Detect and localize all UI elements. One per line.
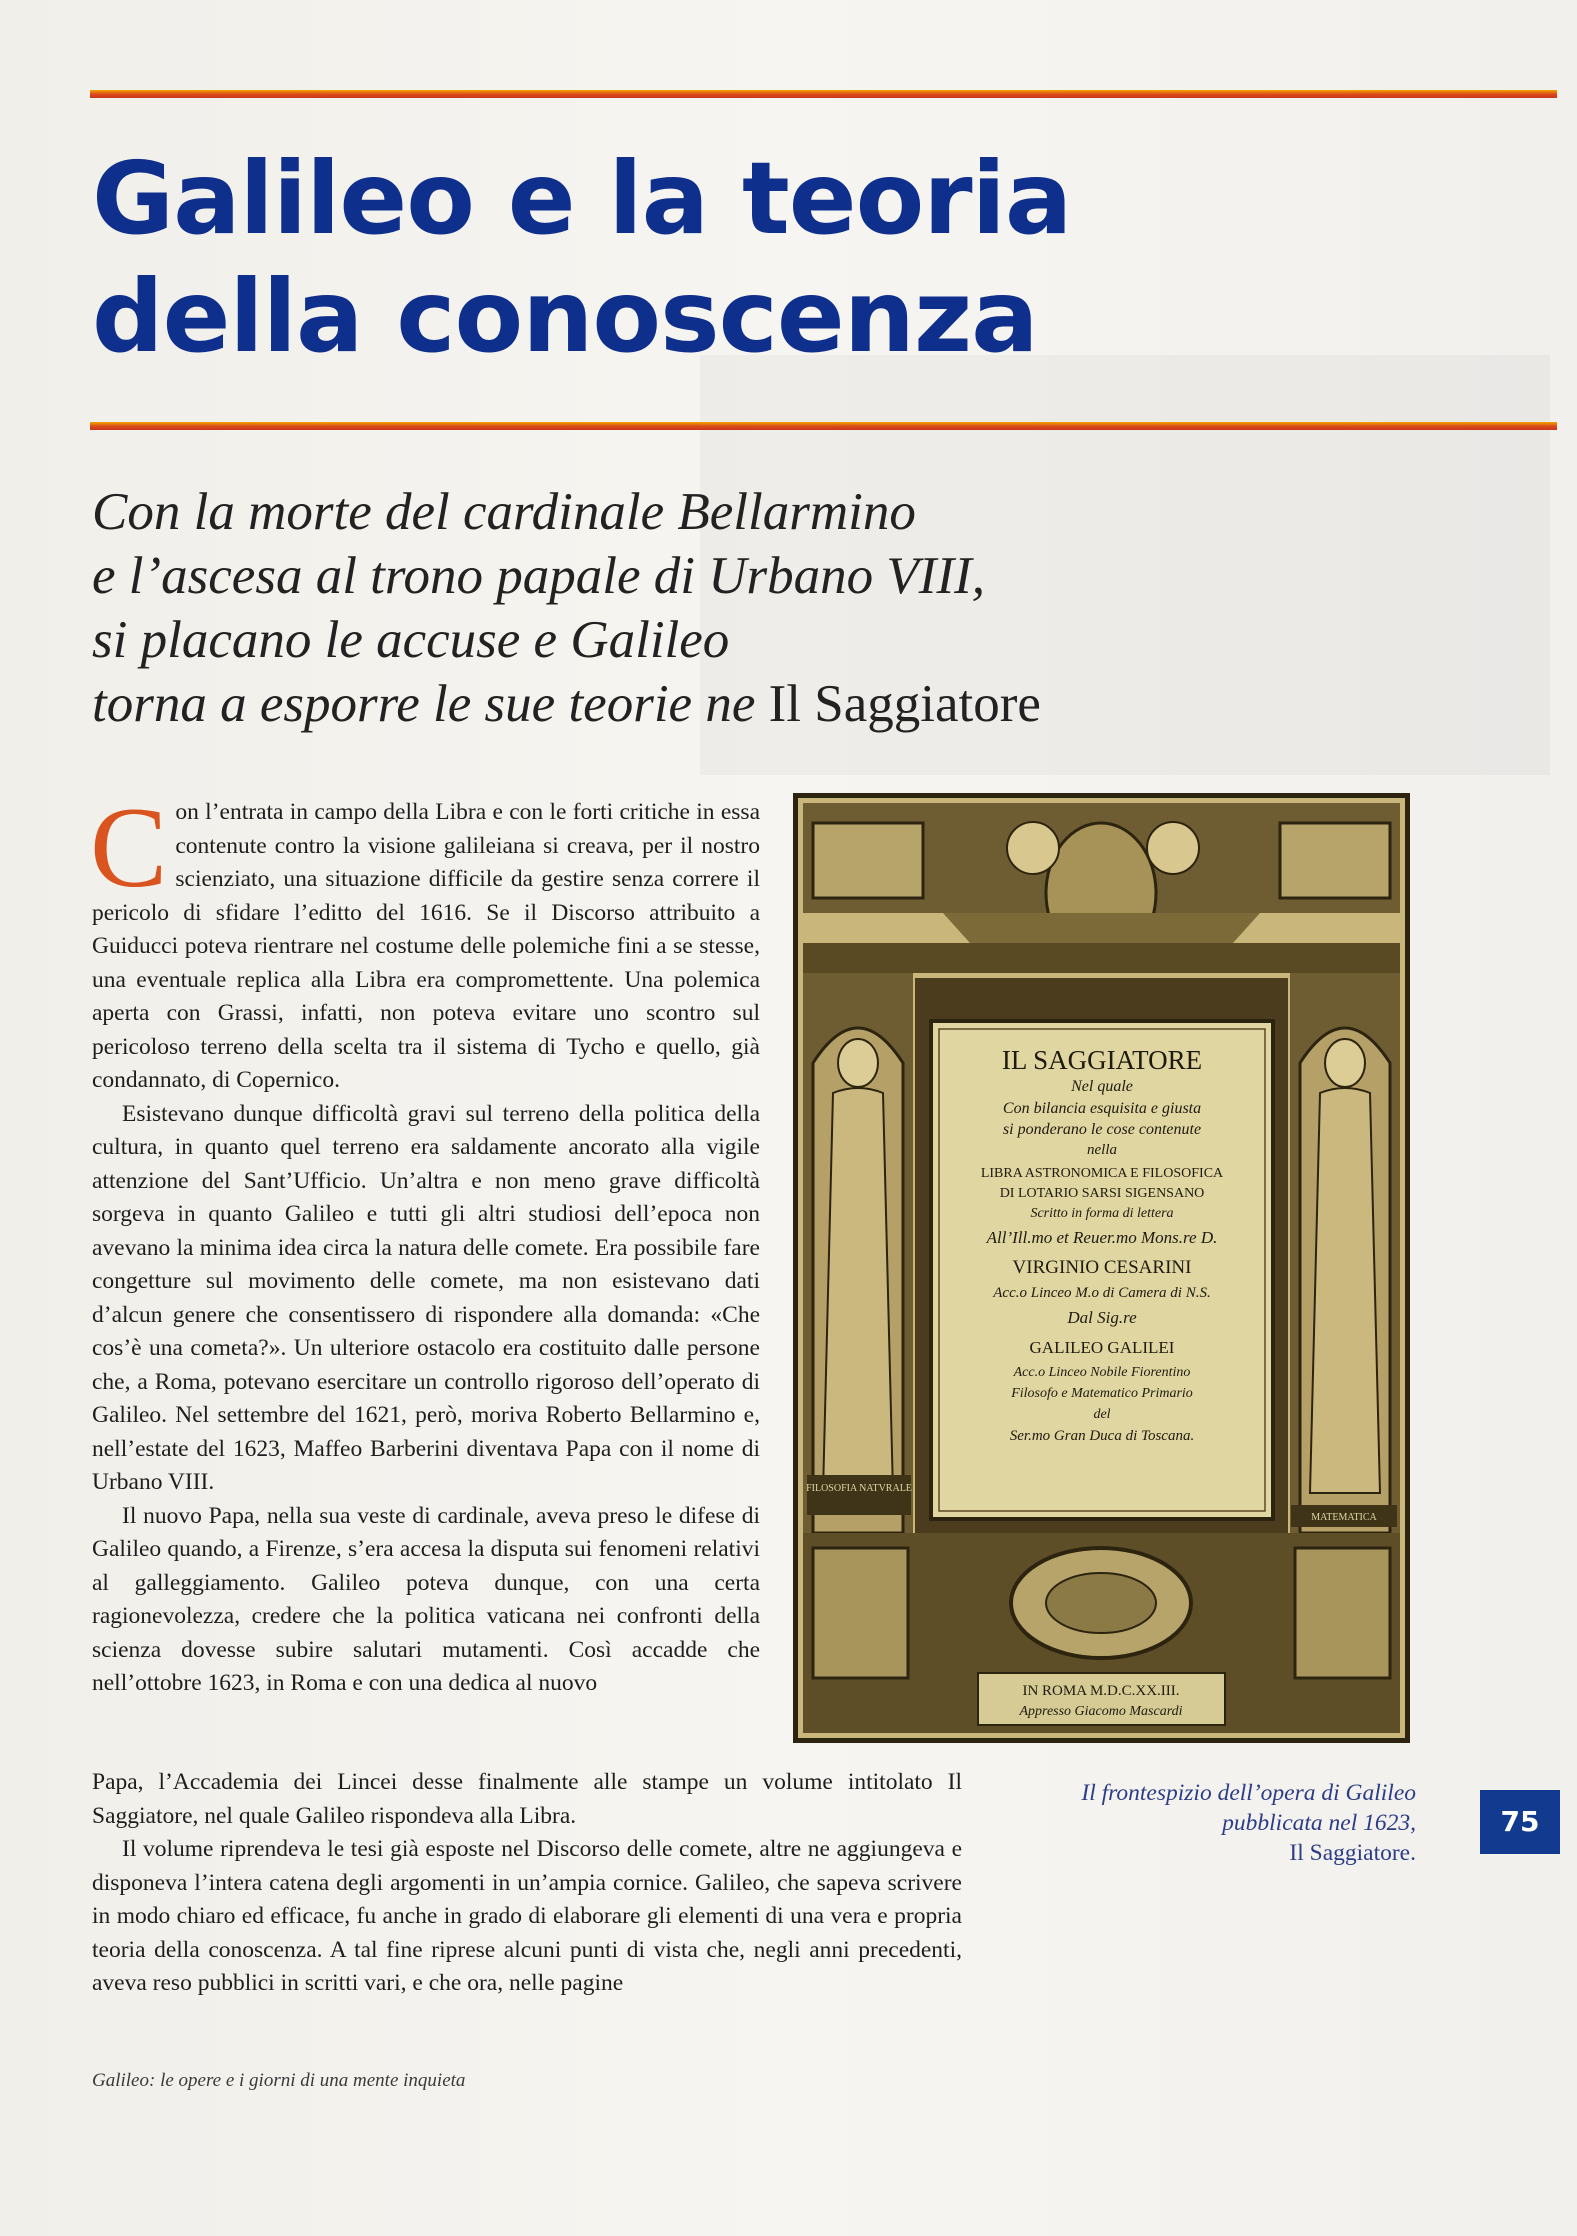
subtitle-line-1: Con la morte del cardinale Bellarmino xyxy=(92,483,916,541)
frontispiece-line-12: Dal Sig.re xyxy=(1067,1308,1137,1327)
body-column-narrow xyxy=(90,784,760,1701)
frontispiece-line-10: VIRGINIO CESARINI xyxy=(1012,1257,1192,1278)
paragraph-1 xyxy=(90,784,760,1098)
paragraph-4: Il volume riprendeva le tesi già esposte nel Discorso delle comete, altre ne aggiungeva e disponeva l’intera catena degli argomenti in un’ampia cornice. Galileo, che sapeva scrivere in modo chiaro ed efficace, fu anche in grado di elaborare gli elementi di una vera e propria teoria della conoscenza. A tal fine riprese alcuni punti di vista che, negli anni precedenti, aveva reso pubblici in scritti vari, e che ora, nelle pagine xyxy=(92,1836,962,1996)
frontispiece-line-14: Acc.o Linceo Nobile Fiorentino xyxy=(1013,1365,1191,1380)
paragraph-1-text: on l’entrata in campo della Libra e con le forti critiche in essa contenute contro la visione galileiana si creava, per il nostro scienziato, una situazione difficile da gestire senza correre il pericolo di sfidare l’editto del 1616. Se il Discorso attribuito a Guiducci poteva rientrare nel costume delle polemiche fini a se stesse, una eventuale replica alla Libra era compromettente. Una polemica aperta con Grassi, infatti, non poteva evitare uno scontro sul pericoloso terreno della scelta tra il sistema di Tycho e quello, già condannato, di Copernico. xyxy=(92,799,760,1093)
top-orange-rule xyxy=(90,90,1557,98)
frontispiece-line-9: All’Ill.mo et Reuer.mo Mons.re D. xyxy=(986,1228,1218,1247)
paragraph-2: Esistevano dunque difficoltà gravi sul terreno della politica della cultura, in quanto quel terreno era saldamente ancorato alla vigile attenzione del Sant’Ufficio. Un’altra e non meno grave difficoltà sorgeva in quanto Galileo e tutti gli altri studiosi dell’epoca non avevano la minima idea circa la natura delle comete. Era possibile fare congetture sul movimento delle comete, ma non esistevano dati d’alcun genere che consentissero di rispondere alla domanda: «Che cos’è una cometa?». Un ulteriore ostacolo era costituito dalle persone che, a Roma, potevano esercitare un controllo rigoroso dell’operato di Galileo. Nel settembre del 1621, però, moriva Roberto Bellarmino e, nell’estate del 1623, Maffeo Barberini diventava Papa con il nome di Urbano VIII. xyxy=(92,1100,760,1495)
subtitle-line-4 xyxy=(92,672,1242,736)
left-niche-label: FILOSOFIA NATVRALE xyxy=(806,1483,912,1494)
figure-caption xyxy=(980,1778,1416,1868)
frontispiece-line-6: LIBRA ASTRONOMICA E FILOSOFICA xyxy=(980,1166,1224,1181)
title-line-1: Galileo e la teoria xyxy=(92,140,1072,257)
caption-book-title: Il Saggiatore. xyxy=(1289,1840,1416,1866)
imprint-line-2: Appresso Giacomo Mascardi xyxy=(1019,1704,1183,1719)
running-footer: Galileo: le opere e i giorni di una mente inquieta xyxy=(92,2070,466,2091)
frontispiece-line-15: Filosofo e Matematico Primario xyxy=(1011,1386,1193,1401)
frontispiece-line-16: del xyxy=(1093,1407,1111,1422)
frontispiece-line-17: Ser.mo Gran Duca di Toscana. xyxy=(1009,1428,1195,1444)
frontispiece-engraving xyxy=(793,793,1410,1743)
frontispiece-line-8: Scritto in forma di lettera xyxy=(1030,1206,1174,1221)
bottom-orange-rule xyxy=(90,422,1557,430)
page-title xyxy=(92,140,1392,376)
subtitle xyxy=(92,480,1242,736)
paragraph-3b: Papa, l’Accademia dei Lincei desse finalmente alle stampe un volume intitolato Il Saggiatore, nel quale Galileo rispondeva alla Libra. xyxy=(92,1769,962,1829)
frontispiece-line-5: nella xyxy=(1087,1142,1117,1158)
frontispiece-line-2: Nel quale xyxy=(1071,1078,1133,1095)
drop-cap: C xyxy=(90,784,168,912)
subtitle-line-3: si placano le accuse e Galileo xyxy=(92,611,730,669)
right-niche-label: MATEMATICA xyxy=(1311,1512,1377,1523)
paragraph-3a: Il nuovo Papa, nella sua veste di cardinale, aveva preso le difese di Galileo quando, a Firenze, s’era accesa la disputa sui fenomeni relativi al galleggiamento. Galileo poteva dunque, con una certa ragionevolezza, credere che la politica vaticana nei confronti della scienza dovesse subire salutari mutamenti. Così accadde che nell’ottobre 1623, in Roma e con una dedica al nuovo xyxy=(92,1502,760,1696)
frontispiece-line-3: Con bilancia esquisita e giusta xyxy=(1002,1100,1202,1117)
page-number-badge: 75 xyxy=(1480,1790,1560,1854)
imprint-line-1: IN ROMA M.D.C.XX.III. xyxy=(1022,1683,1180,1699)
caption-line-1: Il frontespizio dell’opera di Galileo xyxy=(1081,1780,1416,1806)
frontispiece-line-13: GALILEO GALILEI xyxy=(1029,1338,1175,1357)
subtitle-book-title: Il Saggiatore xyxy=(768,675,1041,733)
frontispiece-line-4: si ponderano le cose contenute xyxy=(1002,1121,1202,1138)
caption-line-2 xyxy=(980,1808,1416,1868)
body-column-wide xyxy=(92,1766,962,2001)
title-line-2: della conoscenza xyxy=(92,258,1038,375)
frontispiece-line-11: Acc.o Linceo M.o di Camera di N.S. xyxy=(993,1285,1211,1301)
frontispiece-line-1: IL SAGGIATORE xyxy=(1001,1045,1203,1075)
subtitle-line-2: e l’ascesa al trono papale di Urbano VIII, xyxy=(92,547,986,605)
subtitle-line-4-italic: torna a esporre le sue teorie ne xyxy=(92,675,756,733)
caption-line-2-italic: pubblicata nel 1623, xyxy=(1222,1810,1416,1836)
frontispiece-line-7: DI LOTARIO SARSI SIGENSANO xyxy=(999,1186,1205,1201)
